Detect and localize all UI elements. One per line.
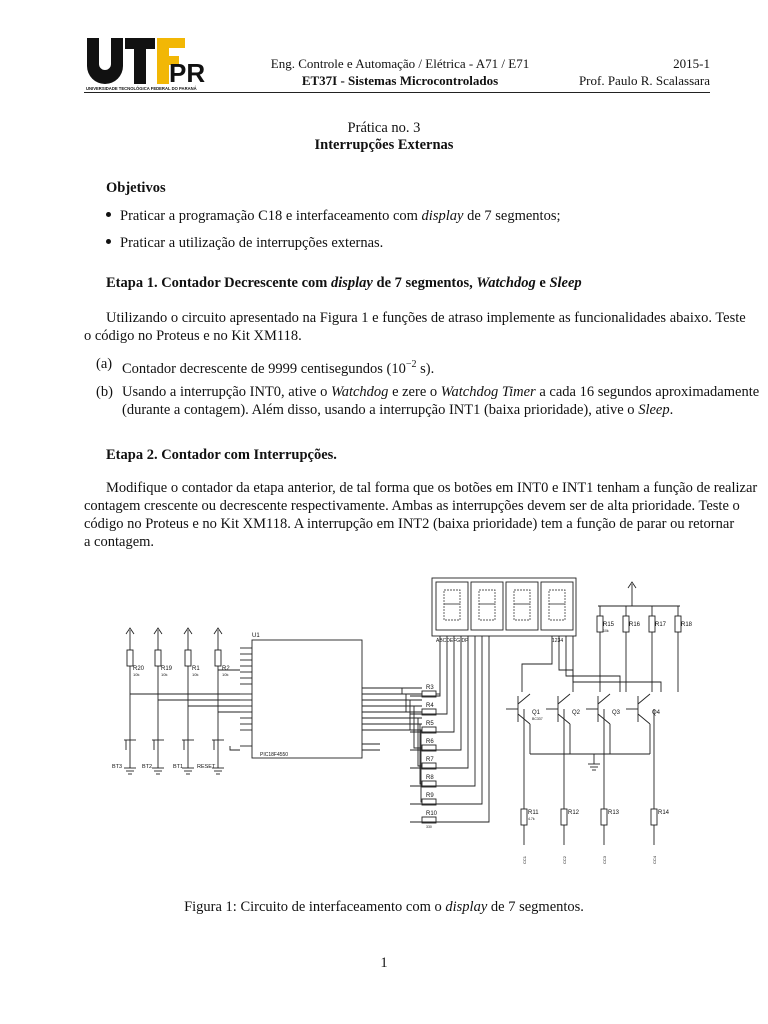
pull-resistor-value-4: 10k [222,672,229,677]
transistor-label-q2: Q2 [572,710,581,716]
stage2-heading: Etapa 2. Contador com Interrupções. [106,447,337,463]
pull-resistor-r19: R19 [161,666,173,672]
objective-2-text: Praticar a utilização de interrupções externas. [120,235,384,251]
bullet-icon [106,212,111,217]
base-resistor-value: 4.7k [528,817,535,821]
stage1-item-a [122,355,712,379]
base-resistor-r14: R14 [658,810,670,816]
logo-pr-text: PR [169,58,206,88]
objectives-heading: Objetivos [106,180,166,196]
stage2-line1: Modifique o contador da etapa anterior, de tal forma que os botões em INT0 e INT1 tenham a função de realizar [106,480,758,496]
stage1-heading-a: Etapa 1. Contador Decrescente com [106,275,331,291]
utfpr-logo-graphic [85,36,215,92]
stage1-item-a-exponent: −2 [405,359,417,370]
objective-item-1 [106,207,716,226]
stage1-heading [106,274,726,293]
header-rule [84,92,710,93]
top-resistor-r15: R15 [603,622,615,628]
pull-resistor-value-2: 10k [161,672,168,677]
button-reset: RESET [197,764,216,770]
bullet-icon [106,239,111,244]
seg-resistor-r9: R9 [426,793,434,799]
pull-resistor-value-3: 10k [192,672,199,677]
stage1-item-a-text: Contador decrescente de 9999 centisegundos (10 [122,360,406,377]
stage2-line3: código no Proteus e no Kit XM118. A interrupção em INT2 (baixa prioridade) tem a função de parar ou retornar [84,516,735,532]
top-resistor-r17: R17 [655,622,667,628]
seven-seg-display [432,578,576,636]
stage1-item-b-text-d: (durante a contagem). Além disso, usando a interrupção INT1 (baixa prioridade), ative o [122,402,639,418]
circuit-schematic [100,570,700,880]
button-bt1: BT1 [173,764,184,770]
stage1-item-b-text-i2: Watchdog Timer [440,384,536,400]
practice-number: Prática no. 3 [347,120,421,136]
mcu-part: PIC18F4550 [260,752,289,758]
stage2-line4: a contagem. [84,534,155,550]
transistor-label-q3: Q3 [612,710,621,716]
display-segment-label: ABCDEFG DP [436,638,469,644]
transistor-q4 [626,694,650,754]
stage1-item-b-text-b: e zere o [388,384,441,400]
transistor-q1 [506,694,530,754]
logo-subtitle: UNIVERSIDADE TECNOLÓGICA FEDERAL DO PARANÁ [86,86,197,91]
practice-title: Interrupções Externas [314,137,454,153]
stage1-heading-i2: Watchdog [476,275,536,291]
base-resistor-r11: R11 [528,810,539,816]
stage1-heading-i3: Sleep [549,275,582,291]
figure-caption-a: Figura 1: Circuito de interfaceamento com o [184,899,446,915]
objective-1-text-italic: display [421,208,464,224]
stage1-item-b-text-i3: Sleep [638,402,670,418]
button-bt3: BT3 [112,764,123,770]
objective-1-text-b: de 7 segmentos; [463,208,561,224]
figure-caption [0,898,768,917]
stage1-heading-i1: display [330,275,373,291]
stage1-item-b-text-e: . [669,402,674,418]
seg-resistor-value: 330 [426,825,432,829]
mcu-label: U1 [252,633,260,639]
pull-resistor-value-1: 10k [133,672,140,677]
course-line: Eng. Controle e Automação / Elétrica - A71 / E71 [270,56,530,71]
seg-resistor-r3: R3 [426,685,434,691]
top-resistor-r18: R18 [681,622,693,628]
seg-resistor-r4: R4 [426,703,434,709]
subject-title: ET37I - Sistemas Microcontrolados [301,73,499,88]
stage1-item-a-end: s). [416,360,435,377]
stage1-item-b-text-c: a cada 16 segundos aproximadamente [535,384,760,400]
bus-label-cc2: CC2 [562,855,567,864]
stage1-heading-c: e [535,275,550,291]
figure-caption-b: de 7 segmentos. [487,899,584,915]
stage1-item-b-line2 [122,401,722,420]
stage1-intro-line2: o código no Proteus e no Kit XM118. [84,328,302,344]
seg-resistor-r8: R8 [426,775,434,781]
base-resistor-r13: R13 [608,810,620,816]
stage1-item-b-text-i1: Watchdog [330,384,389,400]
seg-resistor-r6: R6 [426,739,434,745]
pull-resistor-r2: R2 [222,666,230,672]
stage1-item-b-text-a: Usando a interrupção INT0, ative o [122,384,331,400]
microcontroller-u1 [252,640,362,758]
pull-resistor-r20: R20 [133,666,145,672]
figure-caption-italic: display [445,899,488,915]
transistor-label-q4: Q4 [652,710,661,716]
pull-resistor-r1: R1 [192,666,200,672]
stage1-intro-line1: Utilizando o circuito apresentado na Figura 1 e funções de atraso implemente as funcionalidades abaixo. Teste [106,310,746,326]
bus-label-cc1: CC1 [522,855,527,864]
transistor-label-q1: Q1 [532,710,541,716]
seg-resistor-r10: R10 [426,811,438,817]
seg-resistor-r7: R7 [426,757,434,763]
professor: Prof. Paulo R. Scalassara [578,73,710,88]
button-bt2: BT2 [142,764,153,770]
transistor-q2 [546,694,570,754]
transistor-q3 [586,694,610,754]
stage1-item-b-line1 [122,383,760,402]
term: 2015-1 [673,56,710,71]
bus-label-cc4: CC4 [652,855,657,864]
bus-label-cc3: CC3 [602,855,607,864]
seg-resistor-r5: R5 [426,721,434,727]
objective-item-2 [106,234,716,253]
stage1-item-b-label: (b) [96,384,113,400]
university-logo [85,36,215,92]
stage1-item-a-label: (a) [96,356,113,372]
top-resistor-value: 10k [603,629,609,633]
stage1-heading-b: de 7 segmentos, [372,275,477,291]
display-digit-label: 1234 [552,638,564,644]
top-resistor-r16: R16 [629,622,641,628]
page-number: 1 [380,955,388,971]
objective-1-text-a: Praticar a programação C18 e interfaceamento com [120,208,422,224]
transistor-part: BC337 [532,717,543,721]
stage2-line2: contagem crescente ou decrescente respectivamente. Ambas as interrupções devem ser de alta prioridade. Teste o [84,498,740,514]
base-resistor-r12: R12 [568,810,580,816]
